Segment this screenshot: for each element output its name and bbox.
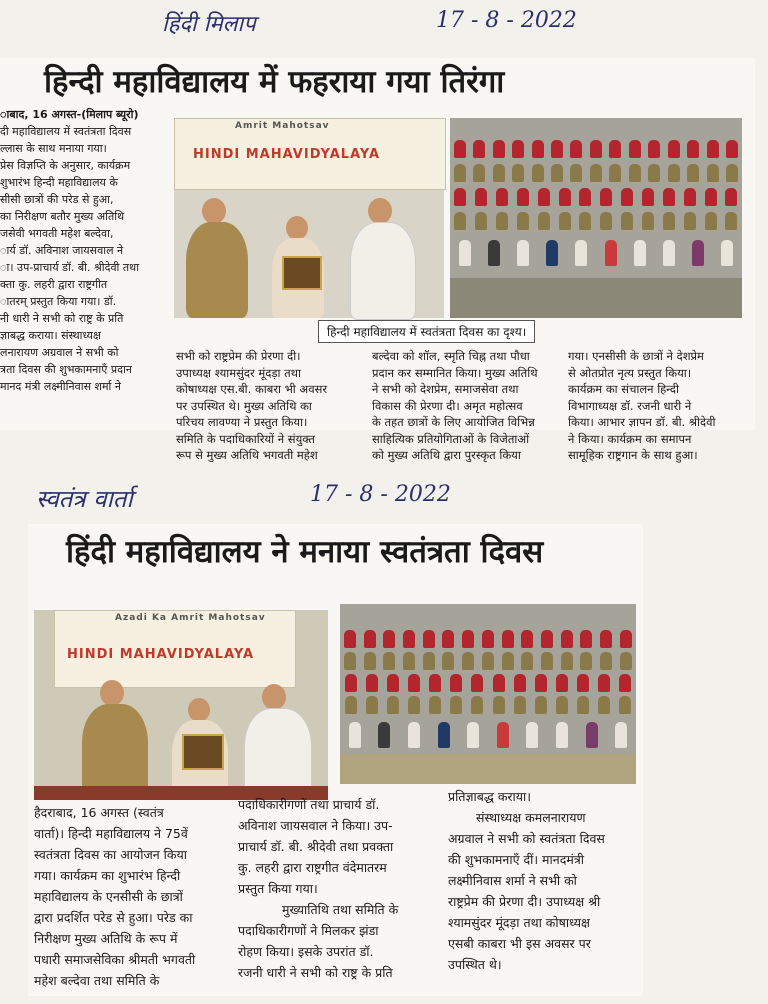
banner-title: HINDI MAHAVIDYALAYA xyxy=(193,147,381,162)
person-figure xyxy=(493,696,505,714)
person-figure xyxy=(345,674,357,692)
person-figure xyxy=(535,696,547,714)
person-figure xyxy=(642,212,654,230)
text-line: दी महाविद्यालय में स्वतंत्रता दिवस xyxy=(0,125,132,138)
text-line: द्वारा प्रदर्शित परेड से हुआ। परेड का xyxy=(34,910,193,925)
person-figure xyxy=(387,674,399,692)
person-figure xyxy=(726,140,738,158)
person-figure xyxy=(648,140,660,158)
person xyxy=(286,216,308,240)
text-line: के तहत छात्रों के लिए आयोजित विभिन्न xyxy=(372,415,535,429)
person-figure xyxy=(707,164,719,182)
person-figure xyxy=(600,188,612,206)
person-figure xyxy=(532,164,544,182)
text-line: महाविद्यालय के एनसीसी के छात्रों xyxy=(34,889,183,904)
newspaper-clipping-vaarta xyxy=(28,524,643,996)
person-figure xyxy=(493,674,505,692)
person-figure xyxy=(378,722,390,748)
person-figure xyxy=(684,188,696,206)
person-figure xyxy=(615,722,627,748)
person-figure xyxy=(668,164,680,182)
banner xyxy=(174,118,446,190)
handwritten-date: 17 - 8 - 2022 xyxy=(436,8,577,33)
person xyxy=(186,222,248,318)
article-column-2 xyxy=(238,794,438,994)
person-figure xyxy=(620,652,632,670)
person-figure xyxy=(705,188,717,206)
person xyxy=(188,698,210,722)
person-figure xyxy=(438,722,450,748)
person-figure xyxy=(687,164,699,182)
person xyxy=(100,680,124,706)
banner-title: HINDI MAHAVIDYALAYA xyxy=(67,647,255,662)
person-figure xyxy=(467,722,479,748)
person-figure xyxy=(459,240,471,266)
text-line: पर उपस्थित थे। मुख्य अतिथि का xyxy=(176,398,312,413)
text-line: अविनाश जायसवाल ने किया। उप- xyxy=(238,818,393,833)
person-figure xyxy=(590,164,602,182)
person-figure xyxy=(429,674,441,692)
text-line: प्रस्तुत किया गया। xyxy=(238,881,318,896)
person-figure xyxy=(364,652,376,670)
article-column-1 xyxy=(0,106,168,430)
person xyxy=(350,222,416,320)
cadet-row xyxy=(340,630,636,648)
text-line: मानद मंत्री लक्ष्मीनिवास शर्मा ने xyxy=(0,380,122,393)
person-figure xyxy=(429,696,441,714)
person-figure xyxy=(561,630,573,648)
guests-row xyxy=(450,240,742,266)
text-line: समिति के पदाधिकारियों ने संयुक्त xyxy=(176,431,315,446)
person-figure xyxy=(482,630,494,648)
floor xyxy=(340,754,636,784)
person-figure xyxy=(514,696,526,714)
headline: हिंदी महाविद्यालय ने मनाया स्वतंत्रता दिवस xyxy=(66,534,544,570)
person xyxy=(368,198,392,224)
person-figure xyxy=(471,696,483,714)
text-line: रजनी धारी ने सभी को राष्ट्र के प्रति xyxy=(238,965,393,980)
person-figure xyxy=(561,652,573,670)
text-line: गया। एनसीसी के छात्रों ने देशप्रेम xyxy=(568,349,704,363)
text-line: प्रेस विज्ञप्ति के अनुसार, कार्यक्रम xyxy=(0,159,131,172)
text-line: राष्ट्रप्रेम की प्रेरणा दी। उपाध्यक्ष श्री xyxy=(448,894,601,909)
photo-ncc-cadets-group xyxy=(450,118,742,318)
handwritten-source-label: हिंदी मिलाप xyxy=(162,12,256,37)
text-line: सामूहिक राष्ट्रगान के साथ हुआ। xyxy=(568,448,698,462)
text-line: सभी को राष्ट्रप्रेम की प्रेरणा दी। xyxy=(176,349,301,363)
text-line: ने किया। कार्यक्रम का समापन xyxy=(568,431,692,446)
handwritten-source-label: स्वतंत्र वार्ता xyxy=(36,485,133,513)
person-figure xyxy=(517,188,529,206)
text-line: कु. लहरी द्वारा राष्ट्रगीत वंदेमातरम xyxy=(238,860,387,875)
person-figure xyxy=(450,696,462,714)
person-figure xyxy=(648,164,660,182)
text-line: क्ता कु. लहरी द्वारा राष्ट्रगीत xyxy=(0,278,108,291)
text-line: साहित्यिक प्रतियोगिताओं के विजेताओं xyxy=(372,431,530,446)
photo-ncc-cadets-group xyxy=(340,604,636,784)
person-figure xyxy=(598,696,610,714)
person-figure xyxy=(471,674,483,692)
text-line: गया। कार्यक्रम का शुभारंभ हिन्दी xyxy=(34,868,181,883)
text-line: उपस्थित थे। xyxy=(448,957,502,972)
person-figure xyxy=(725,212,737,230)
text-line: श्यामसुंदर मूंदड़ा तथा कोषाध्यक्ष xyxy=(448,915,590,930)
person-figure xyxy=(726,164,738,182)
person-figure xyxy=(497,722,509,748)
person-figure xyxy=(684,212,696,230)
text-line: ाबाद, 16 अगस्त-(मिलाप ब्यूरो) xyxy=(0,108,139,121)
person-figure xyxy=(619,674,631,692)
person-figure xyxy=(556,674,568,692)
text-line: त्रता दिवस की शुभकामनाएँ प्रदान xyxy=(0,363,132,376)
text-line: कार्यक्रम का संचालन हिन्दी xyxy=(568,382,679,396)
person-figure xyxy=(663,188,675,206)
text-line: रोहण किया। इसके उपरांत डॉ. xyxy=(238,944,374,959)
person-figure xyxy=(482,652,494,670)
person-figure xyxy=(454,188,466,206)
person-figure xyxy=(383,652,395,670)
person-figure xyxy=(634,240,646,266)
banner-small-text: Amrit Mahotsav xyxy=(235,121,330,131)
person-figure xyxy=(551,164,563,182)
person-figure xyxy=(517,212,529,230)
person-figure xyxy=(707,140,719,158)
person-figure xyxy=(454,164,466,182)
person-figure xyxy=(526,722,538,748)
person-figure xyxy=(496,212,508,230)
person-figure xyxy=(493,164,505,182)
person-figure xyxy=(725,188,737,206)
floor xyxy=(450,278,742,318)
person-figure xyxy=(344,630,356,648)
person-figure xyxy=(403,630,415,648)
text-line: एसबी काबरा भी इस अवसर पर xyxy=(448,936,591,951)
person-figure xyxy=(579,212,591,230)
person-figure xyxy=(551,140,563,158)
person xyxy=(262,684,286,710)
text-line: कोषाध्यक्ष एस.बी. काबरा भी अवसर xyxy=(176,382,328,396)
article-column-3 xyxy=(372,348,560,462)
person-figure xyxy=(450,674,462,692)
person-figure xyxy=(475,212,487,230)
photo-ceremony xyxy=(34,610,328,800)
person-figure xyxy=(454,140,466,158)
article-column-2 xyxy=(176,348,362,462)
banner xyxy=(54,610,296,688)
person-figure xyxy=(366,674,378,692)
text-line: पधारी समाजसेविका श्रीमती भगवती xyxy=(34,952,196,967)
person-figure xyxy=(512,140,524,158)
person-figure xyxy=(462,630,474,648)
person-figure xyxy=(535,674,547,692)
text-line: ज्ञाबद्ध कराया। संस्थाध्यक्ष xyxy=(0,329,101,342)
text-line: वार्ता)। हिन्दी महाविद्यालय ने 75वें xyxy=(34,826,188,841)
person-figure xyxy=(462,652,474,670)
person-figure xyxy=(423,652,435,670)
text-line: सीसी छात्रों की परेड से हुआ, xyxy=(0,193,114,206)
person-figure xyxy=(692,240,704,266)
person-figure xyxy=(590,140,602,158)
person-figure xyxy=(629,140,641,158)
text-line: ार्य डॉ. अविनाश जायसवाल ने xyxy=(0,244,124,257)
person-figure xyxy=(609,140,621,158)
text-line: ने सभी को देशप्रेम, समाजसेवा तथा xyxy=(372,382,519,396)
text-line: पदाधिकारीगणों तथा प्राचार्य डॉ. xyxy=(238,797,380,812)
person-figure xyxy=(532,140,544,158)
article-column-3 xyxy=(448,786,640,994)
text-line: लनारायण अग्रवाल ने सभी को xyxy=(0,346,119,359)
person-figure xyxy=(705,212,717,230)
text-line: निरीक्षण मुख्य अतिथि के रूप में xyxy=(34,931,178,946)
person-figure xyxy=(668,140,680,158)
person-figure xyxy=(609,164,621,182)
article-column-1 xyxy=(34,802,228,994)
text-line: नी धारी ने सभी को राष्ट्र के प्रति xyxy=(0,312,124,325)
person-figure xyxy=(600,630,612,648)
text-line: विभागाध्यक्ष डॉ. रजनी धारी ने xyxy=(568,398,692,413)
text-line: पदाधिकारीगणों ने मिलकर झंडा xyxy=(238,923,379,938)
text-line: ल्लास के साथ मनाया गया। xyxy=(0,142,107,155)
text-line: हैदराबाद, 16 अगस्त (स्वतंत्र xyxy=(34,805,164,820)
person-figure xyxy=(579,188,591,206)
person-figure xyxy=(600,212,612,230)
article-column-4 xyxy=(568,348,754,462)
memento-plaque xyxy=(282,256,322,290)
person-figure xyxy=(580,630,592,648)
person-figure xyxy=(605,240,617,266)
text-line: मुख्यातिथि तथा समिति के xyxy=(282,902,399,917)
person-figure xyxy=(408,674,420,692)
person-figure xyxy=(620,630,632,648)
person-figure xyxy=(521,652,533,670)
text-line: स्वतंत्रता दिवस का आयोजन किया xyxy=(34,847,188,862)
cadet-row xyxy=(450,212,742,230)
person-figure xyxy=(473,140,485,158)
text-line: जसेवी भगवती महेश बल्देवा, xyxy=(0,227,114,240)
person-figure xyxy=(383,630,395,648)
person-figure xyxy=(600,652,612,670)
text-line: प्राचार्य डॉ. बी. श्रीदेवी तथा प्रवक्ता xyxy=(238,839,394,854)
person-figure xyxy=(556,722,568,748)
person-figure xyxy=(621,212,633,230)
person-figure xyxy=(580,652,592,670)
handwritten-date: 17 - 8 - 2022 xyxy=(310,482,451,507)
person-figure xyxy=(556,696,568,714)
person-figure xyxy=(475,188,487,206)
text-line: प्रदान कर सम्मानित किया। मुख्य अतिथि xyxy=(372,365,538,380)
person-figure xyxy=(577,674,589,692)
text-line: विकास की प्रेरणा दी। अमृत महोत्सव xyxy=(372,398,523,413)
person-figure xyxy=(663,240,675,266)
cadet-row xyxy=(340,652,636,670)
person-figure xyxy=(570,164,582,182)
person-figure xyxy=(538,188,550,206)
person-figure xyxy=(575,240,587,266)
person-figure xyxy=(366,696,378,714)
person-figure xyxy=(559,188,571,206)
guests-row xyxy=(340,722,636,748)
person-figure xyxy=(496,188,508,206)
person-figure xyxy=(517,240,529,266)
person-figure xyxy=(344,652,356,670)
person-figure xyxy=(570,140,582,158)
person-figure xyxy=(619,696,631,714)
photo-ceremony xyxy=(174,118,444,318)
person-figure xyxy=(349,722,361,748)
cadet-row xyxy=(340,674,636,692)
headline: हिन्दी महाविद्यालय में फहराया गया तिरंगा xyxy=(44,64,505,100)
person-figure xyxy=(621,188,633,206)
person-figure xyxy=(577,696,589,714)
person-figure xyxy=(521,630,533,648)
person-figure xyxy=(586,722,598,748)
person-figure xyxy=(408,722,420,748)
person-figure xyxy=(598,674,610,692)
text-line: की शुभकामनाएँ दीं। मानदमंत्री xyxy=(448,852,584,867)
person-figure xyxy=(442,652,454,670)
person-figure xyxy=(559,212,571,230)
person xyxy=(202,198,226,224)
text-line: बल्देवा को शॉल, स्मृति चिह्न तथा पौधा xyxy=(372,349,530,363)
person-figure xyxy=(502,630,514,648)
text-line: का निरीक्षण बतौर मुख्य अतिथि xyxy=(0,210,125,223)
text-line: लक्ष्मीनिवास शर्मा ने सभी को xyxy=(448,873,577,888)
person-figure xyxy=(721,240,733,266)
person-figure xyxy=(442,630,454,648)
text-line: परिचय लावण्या ने प्रस्तुत किया। xyxy=(176,415,308,429)
person-figure xyxy=(408,696,420,714)
person-figure xyxy=(642,188,654,206)
person-figure xyxy=(493,140,505,158)
person-figure xyxy=(512,164,524,182)
text-line: ा। उप-प्राचार्य डॉ. बी. श्रीदेवी तथा xyxy=(0,261,140,274)
person-figure xyxy=(541,652,553,670)
cadet-row xyxy=(450,188,742,206)
text-line: संस्थाध्यक्ष कमलनारायण xyxy=(476,810,586,825)
memento-plaque xyxy=(182,734,224,770)
photo-caption: हिन्दी महाविद्यालय में स्वतंत्रता दिवस का दृश्य। xyxy=(318,320,535,343)
person-figure xyxy=(629,164,641,182)
text-line: महेश बल्देवा तथा समिति के xyxy=(34,973,160,988)
text-line: उपाध्यक्ष श्यामसुंदर मूंदड़ा तथा xyxy=(176,365,302,380)
newspaper-clipping-milap xyxy=(0,58,755,462)
person-figure xyxy=(514,674,526,692)
text-line: अग्रवाल ने सभी को स्वतंत्रता दिवस xyxy=(448,831,605,846)
person-figure xyxy=(663,212,675,230)
cadet-row xyxy=(450,164,742,182)
person-figure xyxy=(538,212,550,230)
text-line: किया। आभार ज्ञापन डॉ. बी. श्रीदेवी xyxy=(568,415,716,429)
text-line: प्रतिज्ञाबद्ध कराया। xyxy=(448,789,531,804)
person-figure xyxy=(546,240,558,266)
text-line: ातरम्‌ प्रस्तुत किया गया। डॉ. xyxy=(0,295,117,308)
text-line: शुभारंभ हिन्दी महाविद्यालय के xyxy=(0,176,118,189)
person-figure xyxy=(473,164,485,182)
person-figure xyxy=(488,240,500,266)
person-figure xyxy=(345,696,357,714)
person-figure xyxy=(454,212,466,230)
text-line: को मुख्य अतिथि द्वारा पुरस्कृत किया xyxy=(372,448,521,462)
person-figure xyxy=(364,630,376,648)
person-figure xyxy=(403,652,415,670)
text-line: रूप से मुख्य अतिथि भगवती महेश xyxy=(176,448,318,462)
text-line: से ओतप्रोत नृत्य प्रस्तुत किया। xyxy=(568,365,692,380)
person-figure xyxy=(423,630,435,648)
person-figure xyxy=(541,630,553,648)
cadet-row xyxy=(340,696,636,714)
banner-small-text: Azadi Ka Amrit Mahotsav xyxy=(115,613,266,623)
person-figure xyxy=(687,140,699,158)
person-figure xyxy=(502,652,514,670)
cadet-row xyxy=(450,140,742,158)
person-figure xyxy=(387,696,399,714)
